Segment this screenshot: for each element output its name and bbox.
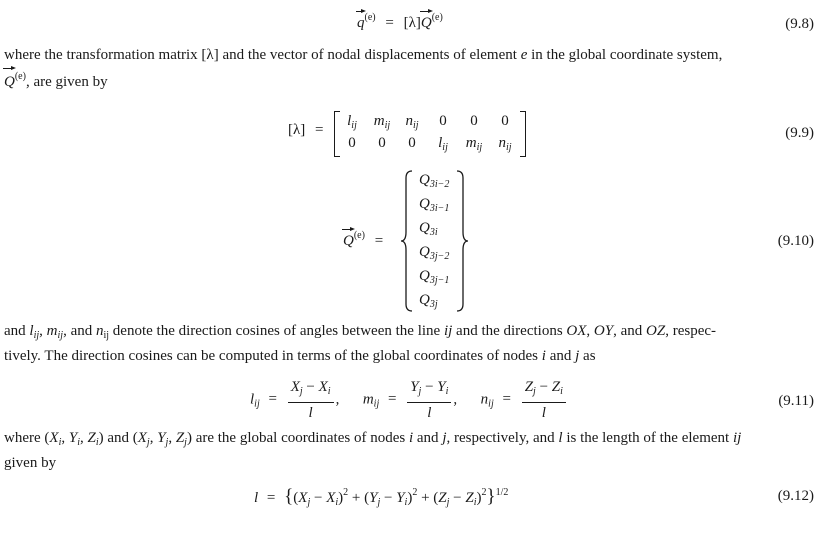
equals-sign: = — [315, 122, 324, 138]
lambda-matrix: [λ] — [403, 15, 421, 31]
equation-9-9 — [288, 122, 329, 139]
matrix-cell: 0 — [378, 135, 386, 151]
fraction-l: $\frac{X_j - X_i}{l}$ — [288, 378, 334, 422]
equation-number-9-8: (9.8) — [785, 16, 814, 32]
superscript-e: (e) — [431, 12, 443, 23]
equals-sign: = — [385, 15, 394, 31]
Q-symbol: Q — [4, 74, 15, 90]
matrix-cell: $m_{ij}$ — [465, 135, 483, 153]
matrix-cell: $n_{ij}$ — [498, 135, 512, 153]
Q-symbol: Q — [420, 15, 432, 31]
vector-Q — [343, 233, 354, 250]
matrix-cell: 0 — [470, 113, 478, 129]
equals-sign: = — [374, 233, 384, 249]
fraction-m: $\frac{Y_j - Y_i}{l}$ — [407, 378, 451, 422]
equation-9-11: $l_{ij}$ = $\frac{X_j - X_i}{l}$ , $m_{ij}$ = $\frac{Y_j - Y_i}{l}$ , $n_{ij}$ = $\frac{Z_j - Z_i}{l}$ — [250, 378, 568, 422]
component-q3i-2: $Q_{3i-2}$ — [419, 172, 450, 190]
left-brace — [400, 170, 414, 312]
fraction-n: $\frac{Z_j - Z_i}{l}$ — [522, 378, 566, 422]
equation-number-9-12: (9.12) — [777, 488, 814, 504]
matrix-cell: 0 — [501, 113, 509, 129]
equation-9-12: $l = \{(X_j - X_i)^2 + (Y_j - Y_i)^2 + (Z_j - Z_i)^2\}^{1/2}$ — [254, 486, 509, 508]
q-symbol: q — [357, 15, 365, 31]
equation-number-9-10: (9.10) — [777, 233, 814, 249]
paragraph-1 — [4, 45, 816, 93]
right-bracket — [520, 111, 526, 157]
matrix-cell: 0 — [408, 135, 416, 151]
vector-q — [357, 15, 365, 32]
matrix-cell: $l_{ij}$ — [438, 135, 448, 153]
vector-Q — [421, 15, 432, 32]
paragraph-2: and $l_{ij}$, $m_{ij}$, and $n_{ij}$ denote the direction cosines of angles between the line ij and the directions OX, OY, and OZ, respec- tively. The direction cosines can be computed in terms of the global coordinates of nodes i and j as — [4, 323, 717, 364]
component-q3j-2: $Q_{3j-2}$ — [419, 244, 450, 262]
component-q3i: $Q_{3i}$ — [419, 220, 438, 238]
superscript-e: (e) — [353, 230, 365, 241]
text-run: where the transformation matrix [λ] and the vector of nodal displacements of element — [4, 47, 521, 63]
component-q3i-1: $Q_{3i-1}$ — [419, 196, 450, 214]
vector-Q-inline — [4, 72, 15, 93]
matrix-cell: 0 — [439, 113, 447, 129]
equation-number-9-11: (9.11) — [778, 393, 814, 409]
superscript-e: (e) — [14, 71, 26, 82]
superscript-e: (e) — [364, 12, 376, 23]
component-q3j: $Q_{3j}$ — [419, 292, 438, 310]
lambda-lhs: [λ] — [288, 122, 306, 138]
matrix-cell: $l_{ij}$ — [347, 113, 357, 131]
matrix-lambda — [334, 111, 526, 157]
matrix-cell: $n_{ij}$ — [405, 113, 419, 131]
equation-9-8 — [357, 12, 443, 32]
italic-e: e — [520, 47, 528, 63]
text-run: in the global coordinate system, — [527, 47, 723, 63]
equation-9-10 — [343, 230, 389, 250]
matrix-cell: 0 — [348, 135, 356, 151]
matrix-cell: $m_{ij}$ — [373, 113, 391, 131]
text-run: , are given by — [25, 74, 108, 90]
equation-number-9-9: (9.9) — [785, 125, 814, 141]
Q-symbol: Q — [343, 233, 354, 249]
vector-components — [419, 172, 459, 312]
paragraph-3: where ($X_i$, $Y_i$, $Z_i$) and ($X_j$, $Y_j$, $Z_j$) are the global coordinates of nodes i and j, respectively, and l is the length of the element ij given by — [4, 430, 742, 471]
component-q3j-1: $Q_{3j-1}$ — [419, 268, 450, 286]
